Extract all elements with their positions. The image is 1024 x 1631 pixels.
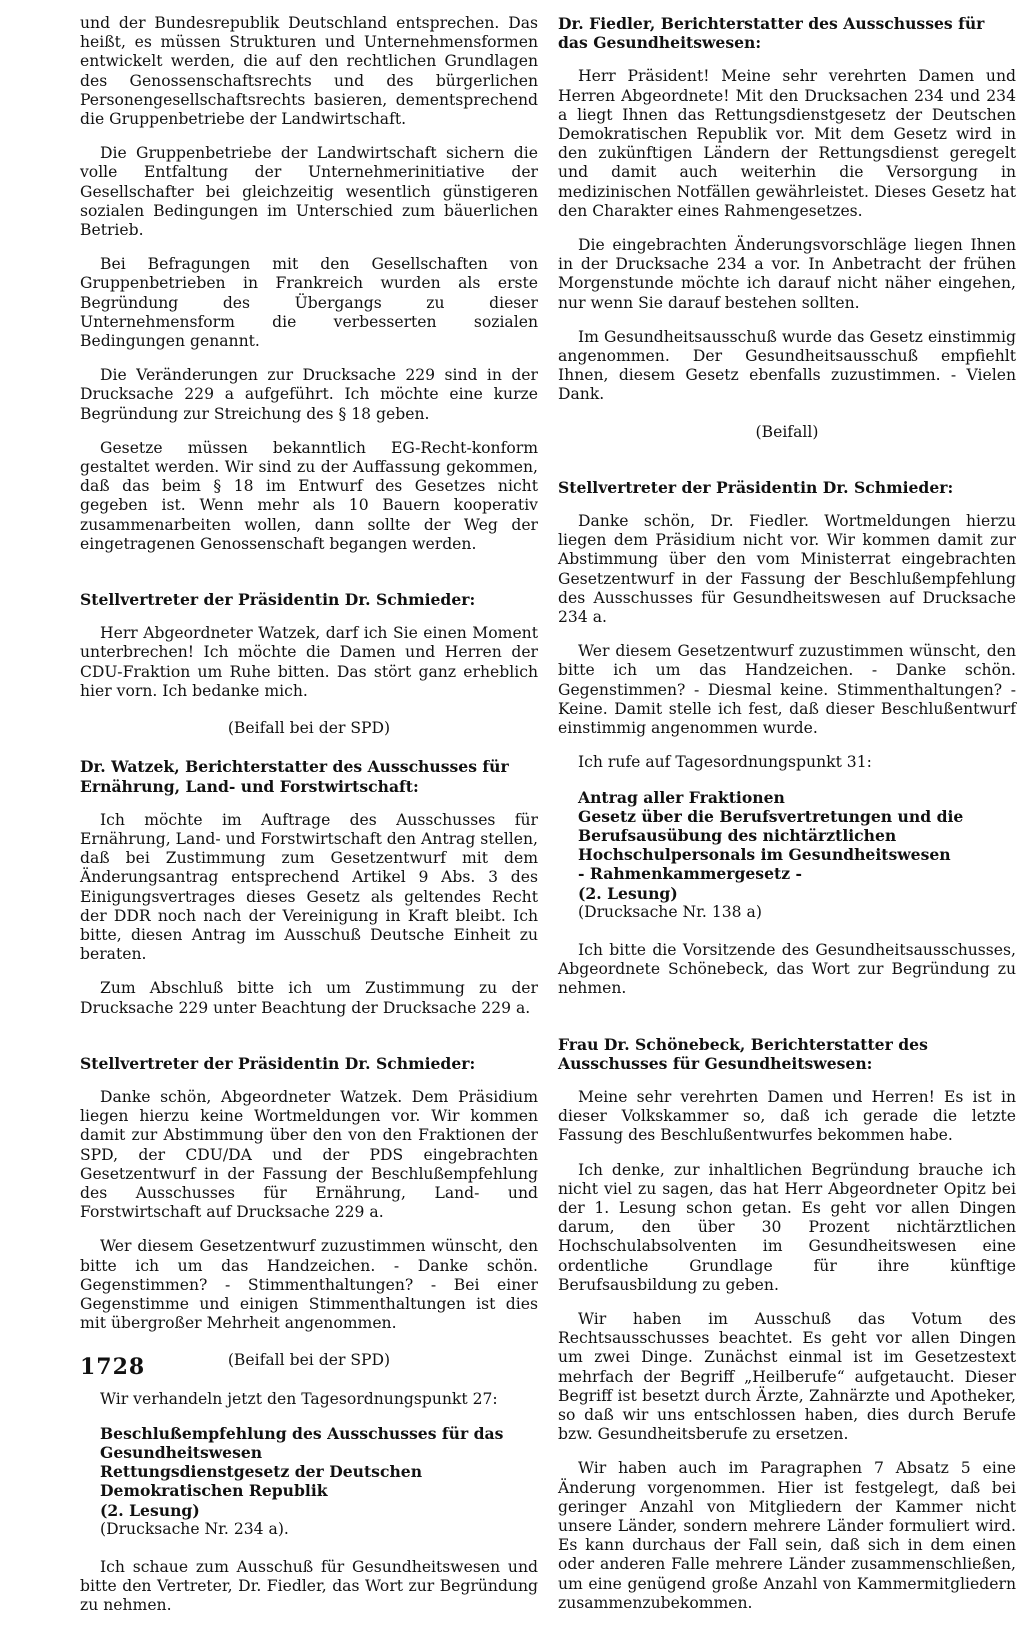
- speaker-heading: Stellvertreter der Präsidentin Dr. Schmieder:: [80, 1053, 476, 1073]
- paragraph: Die Veränderungen zur Drucksache 229 sind in der Drucksache 229 a aufgeführt. Ich möchte eine kurze Begründung zur Streichung des § 18 geben.: [80, 366, 538, 423]
- paragraph: Wer diesem Gesetzentwurf zuzustimmen wünscht, den bitte ich um das Handzeichen. - Danke schön. Gegenstimmen? - Diesmal keine. Stimmenthaltungen? - Keine. Damit stelle ich fest, daß dieser Beschlußentwurf einstimmig angenommen wurde.: [558, 642, 1016, 738]
- paragraph: Herr Abgeordneter Watzek, darf ich Sie einen Moment unterbrechen! Ich möchte die Damen und Herren der CDU-Fraktion um Ruhe bitten. Das stört ganz erheblich hier vorn. Ich bedanke mich.: [80, 624, 538, 700]
- speaker-heading: Dr. Fiedler, Berichterstatter des Ausschusses für das Gesundheitswesen:: [558, 14, 985, 53]
- paragraph: Danke schön, Dr. Fiedler. Wortmeldungen hierzu liegen dem Präsidium nicht vor. Wir kommen damit zur Abstimmung über den vom Ministerrat eingebrachten Gesetzentwurf in der Fassung der Beschlußempfehlung des Ausschusses für Gesundheitswesen auf Drucksache 234 a.: [558, 512, 1016, 627]
- paragraph: Die Gruppenbetriebe der Landwirtschaft sichern die volle Entfaltung der Unternehmerinitiative der Gesellschafter bei gleichzeitig wesentlich günstigeren sozialen Bedingungen im Unterschied zum bäuerlichen Betrieb.: [80, 144, 538, 240]
- speaker-heading: Frau Dr. Schönebeck, Berichterstatter des Ausschusses für Gesundheitswesen:: [558, 1034, 928, 1073]
- agenda-item: [578, 788, 1016, 922]
- paragraph: und der Bundesrepublik Deutschland entsprechen. Das heißt, es müssen Strukturen und Unternehmensformen entwickelt werden, die auf den rechtlichen Grundlagen des Genossenschaftsrechts und des bürgerlichen Personengesellschaftsrechts basieren, dementsprechend die Gruppenbetriebe der Landwirtschaft.: [80, 14, 538, 129]
- agenda-line: Antrag aller Fraktionen: [578, 787, 785, 807]
- page-number: 1728: [80, 1354, 146, 1380]
- paragraph: Im Gesundheitsausschuß wurde das Gesetz einstimmig angenommen. Der Gesundheitsausschuß empfiehlt Ihnen, diesem Gesetz ebenfalls zuzustimmen. - Vielen Dank.: [558, 327, 1016, 404]
- speaker-heading: Stellvertreter der Präsidentin Dr. Schmieder:: [80, 590, 476, 610]
- paragraph: Ich möchte im Auftrage des Ausschusses für Ernährung, Land- und Forstwirtschaft den Antrag stellen, daß bei Zustimmung zum Gesetzentwurf mit dem Änderungsantrag entsprechend Artikel 9 Abs. 3 des Einigungsvertrages dieses Gesetz als geltendes Recht der DDR noch nach der Vereinigung in Kraft bleibt. Ich bitte, diesen Antrag im Ausschuß Deutsche Einheit zu beraten.: [80, 810, 538, 964]
- agenda-line: (2. Lesung): [100, 1500, 200, 1520]
- speaker-heading: Dr. Watzek, Berichterstatter des Ausschusses für Ernährung, Land- und Forstwirtschaft:: [80, 757, 509, 796]
- paragraph: Die eingebrachten Änderungsvorschläge liegen Ihnen in der Drucksache 234 a vor. In Anbetracht der frühen Morgenstunde möchte ich darauf nicht näher eingehen, nur wenn Sie darauf bestehen sollten.: [558, 236, 1016, 312]
- agenda-line: (2. Lesung): [578, 883, 678, 903]
- paragraph: Danke schön, Abgeordneter Watzek. Dem Präsidium liegen hierzu keine Wortmeldungen vor. Wir kommen damit zur Abstimmung über den von den Fraktionen der SPD, der CDU/DA und der PDS eingebrachten Gesetzentwurf in der Fassung der Beschlußempfehlung des Ausschusses für Ernährung, Land- und Forstwirtschaft auf Drucksache 229 a.: [80, 1087, 538, 1222]
- paragraph: Herr Präsident! Meine sehr verehrten Damen und Herren Abgeordnete! Mit den Drucksachen 234 und 234 a liegt Ihnen das Rettungsdienstgesetz der Deutschen Demokratischen Republik vor. Mit dem Gesetz wird in den zukünftigen Ländern der Rettungsdienst geregelt und damit auch weiterhin die Versorgung in medizinischen Notfällen gewährleistet. Dieses Gesetz hat den Charakter eines Rahmengesetzes.: [558, 67, 1016, 220]
- paragraph: Ich denke, zur inhaltlichen Begründung brauche ich nicht viel zu sagen, das hat Herr Abgeordneter Opitz bei der 1. Lesung schon getan. Es geht vor allen Dingen darum, den über 30 Prozent nichtärztlichen Hochschulabsolventen im Gesundheitswesen eine ordentliche Grundlage für ihre künftige Berufsausbildung zu geben.: [558, 1160, 1016, 1294]
- paragraph: Wir haben auch im Paragraphen 7 Absatz 5 eine Änderung vorgenommen. Hier ist festgelegt, daß bei geringer Anzahl von Mitgliedern der Kammer nicht unsere Länder, sondern mehrere Länder formuliert wird. Es kann durchaus der Fall sein, daß sich in dem einen oder anderen Falle mehrere Länder zusammenschließen, um eine genügend große Anzahl von Kammermitgliedern zusammenzubekommen.: [558, 1459, 1016, 1612]
- paragraph: Ich bitte die Vorsitzende des Gesundheitsausschusses, Abgeordnete Schönebeck, das Wort zur Begründung zu nehmen.: [558, 940, 1016, 998]
- applause-note: (Beifall bei der SPD): [227, 1351, 391, 1370]
- paragraph: Bei Befragungen mit den Gesellschaften von Gruppenbetrieben in Frankreich wurden als erste Begründung des Übergangs zu dieser Unternehmensform die verbesserten sozialen Bedingungen genannt.: [80, 255, 538, 351]
- speaker-heading: Stellvertreter der Präsidentin Dr. Schmieder:: [558, 477, 954, 497]
- paragraph: Ich rufe auf Tagesordnungspunkt 31:: [578, 753, 872, 772]
- applause-note: (Beifall bei der SPD): [227, 719, 391, 738]
- applause-note: (Beifall): [755, 422, 819, 441]
- paragraph: Wir verhandeln jetzt den Tagesordnungspunkt 27:: [100, 1389, 498, 1408]
- left-column: [80, 14, 538, 1631]
- agenda-line: Beschlußempfehlung des Ausschusses für das Gesundheitswesen: [100, 1423, 504, 1462]
- agenda-line: - Rahmenkammergesetz -: [578, 864, 802, 884]
- paragraph: Meine sehr verehrten Damen und Herren! Es ist in dieser Volkskammer so, daß ich gerade die letzte Fassung des Beschlußentwurfes bekommen habe.: [558, 1087, 1016, 1145]
- right-column: [558, 14, 1016, 1628]
- paragraph: Ich schaue zum Ausschuß für Gesundheitswesen und bitte den Vertreter, Dr. Fiedler, das Wort zur Begründung zu nehmen.: [80, 1558, 538, 1615]
- paragraph: Wir haben im Ausschuß das Votum des Rechtsausschusses beachtet. Es geht vor allen Dingen um zwei Dinge. Zunächst einmal ist im Gesetzestext mehrfach der Begriff „Heilberufe“ aufgetaucht. Dieser Begriff ist besetzt durch Ärzte, Zahnärzte und Apotheker, so daß wir uns entschlossen haben, dies durch Berufe bzw. Gesundheitsberufe zu ersetzen.: [558, 1309, 1016, 1444]
- agenda-line: (Drucksache Nr. 234 a).: [100, 1519, 289, 1538]
- agenda-line: (Drucksache Nr. 138 a): [578, 902, 762, 921]
- paragraph: Wer diesem Gesetzentwurf zuzustimmen wünscht, den bitte ich um das Handzeichen. - Danke schön. Gegenstimmen? - Stimmenthaltungen? - Bei einer Gegenstimme und einigen Stimmenthaltungen ist dies mit übergroßer Mehrheit angenommen.: [80, 1237, 538, 1333]
- paragraph: Gesetze müssen bekanntlich EG-Recht-konform gestaltet werden. Wir sind zu der Auffassung gekommen, daß das beim § 18 im Entwurf des Gesetzes nicht gegeben ist. Wenn mehr als 10 Bauern kooperativ zusammenarbeiten wollen, dann sollte der Weg der eingetragenen Genossenschaft begangen werden.: [80, 438, 538, 553]
- agenda-item: [100, 1424, 538, 1539]
- agenda-line: Rettungsdienstgesetz der Deutschen Demokratischen Republik: [100, 1462, 423, 1501]
- paragraph: Zum Abschluß bitte ich um Zustimmung zu der Drucksache 229 unter Beachtung der Drucksache 229 a.: [80, 979, 538, 1017]
- agenda-line: Gesetz über die Berufsvertretungen und die Berufsausübung des nichtärztlichen Hochschulpersonals im Gesundheitswesen: [578, 806, 964, 865]
